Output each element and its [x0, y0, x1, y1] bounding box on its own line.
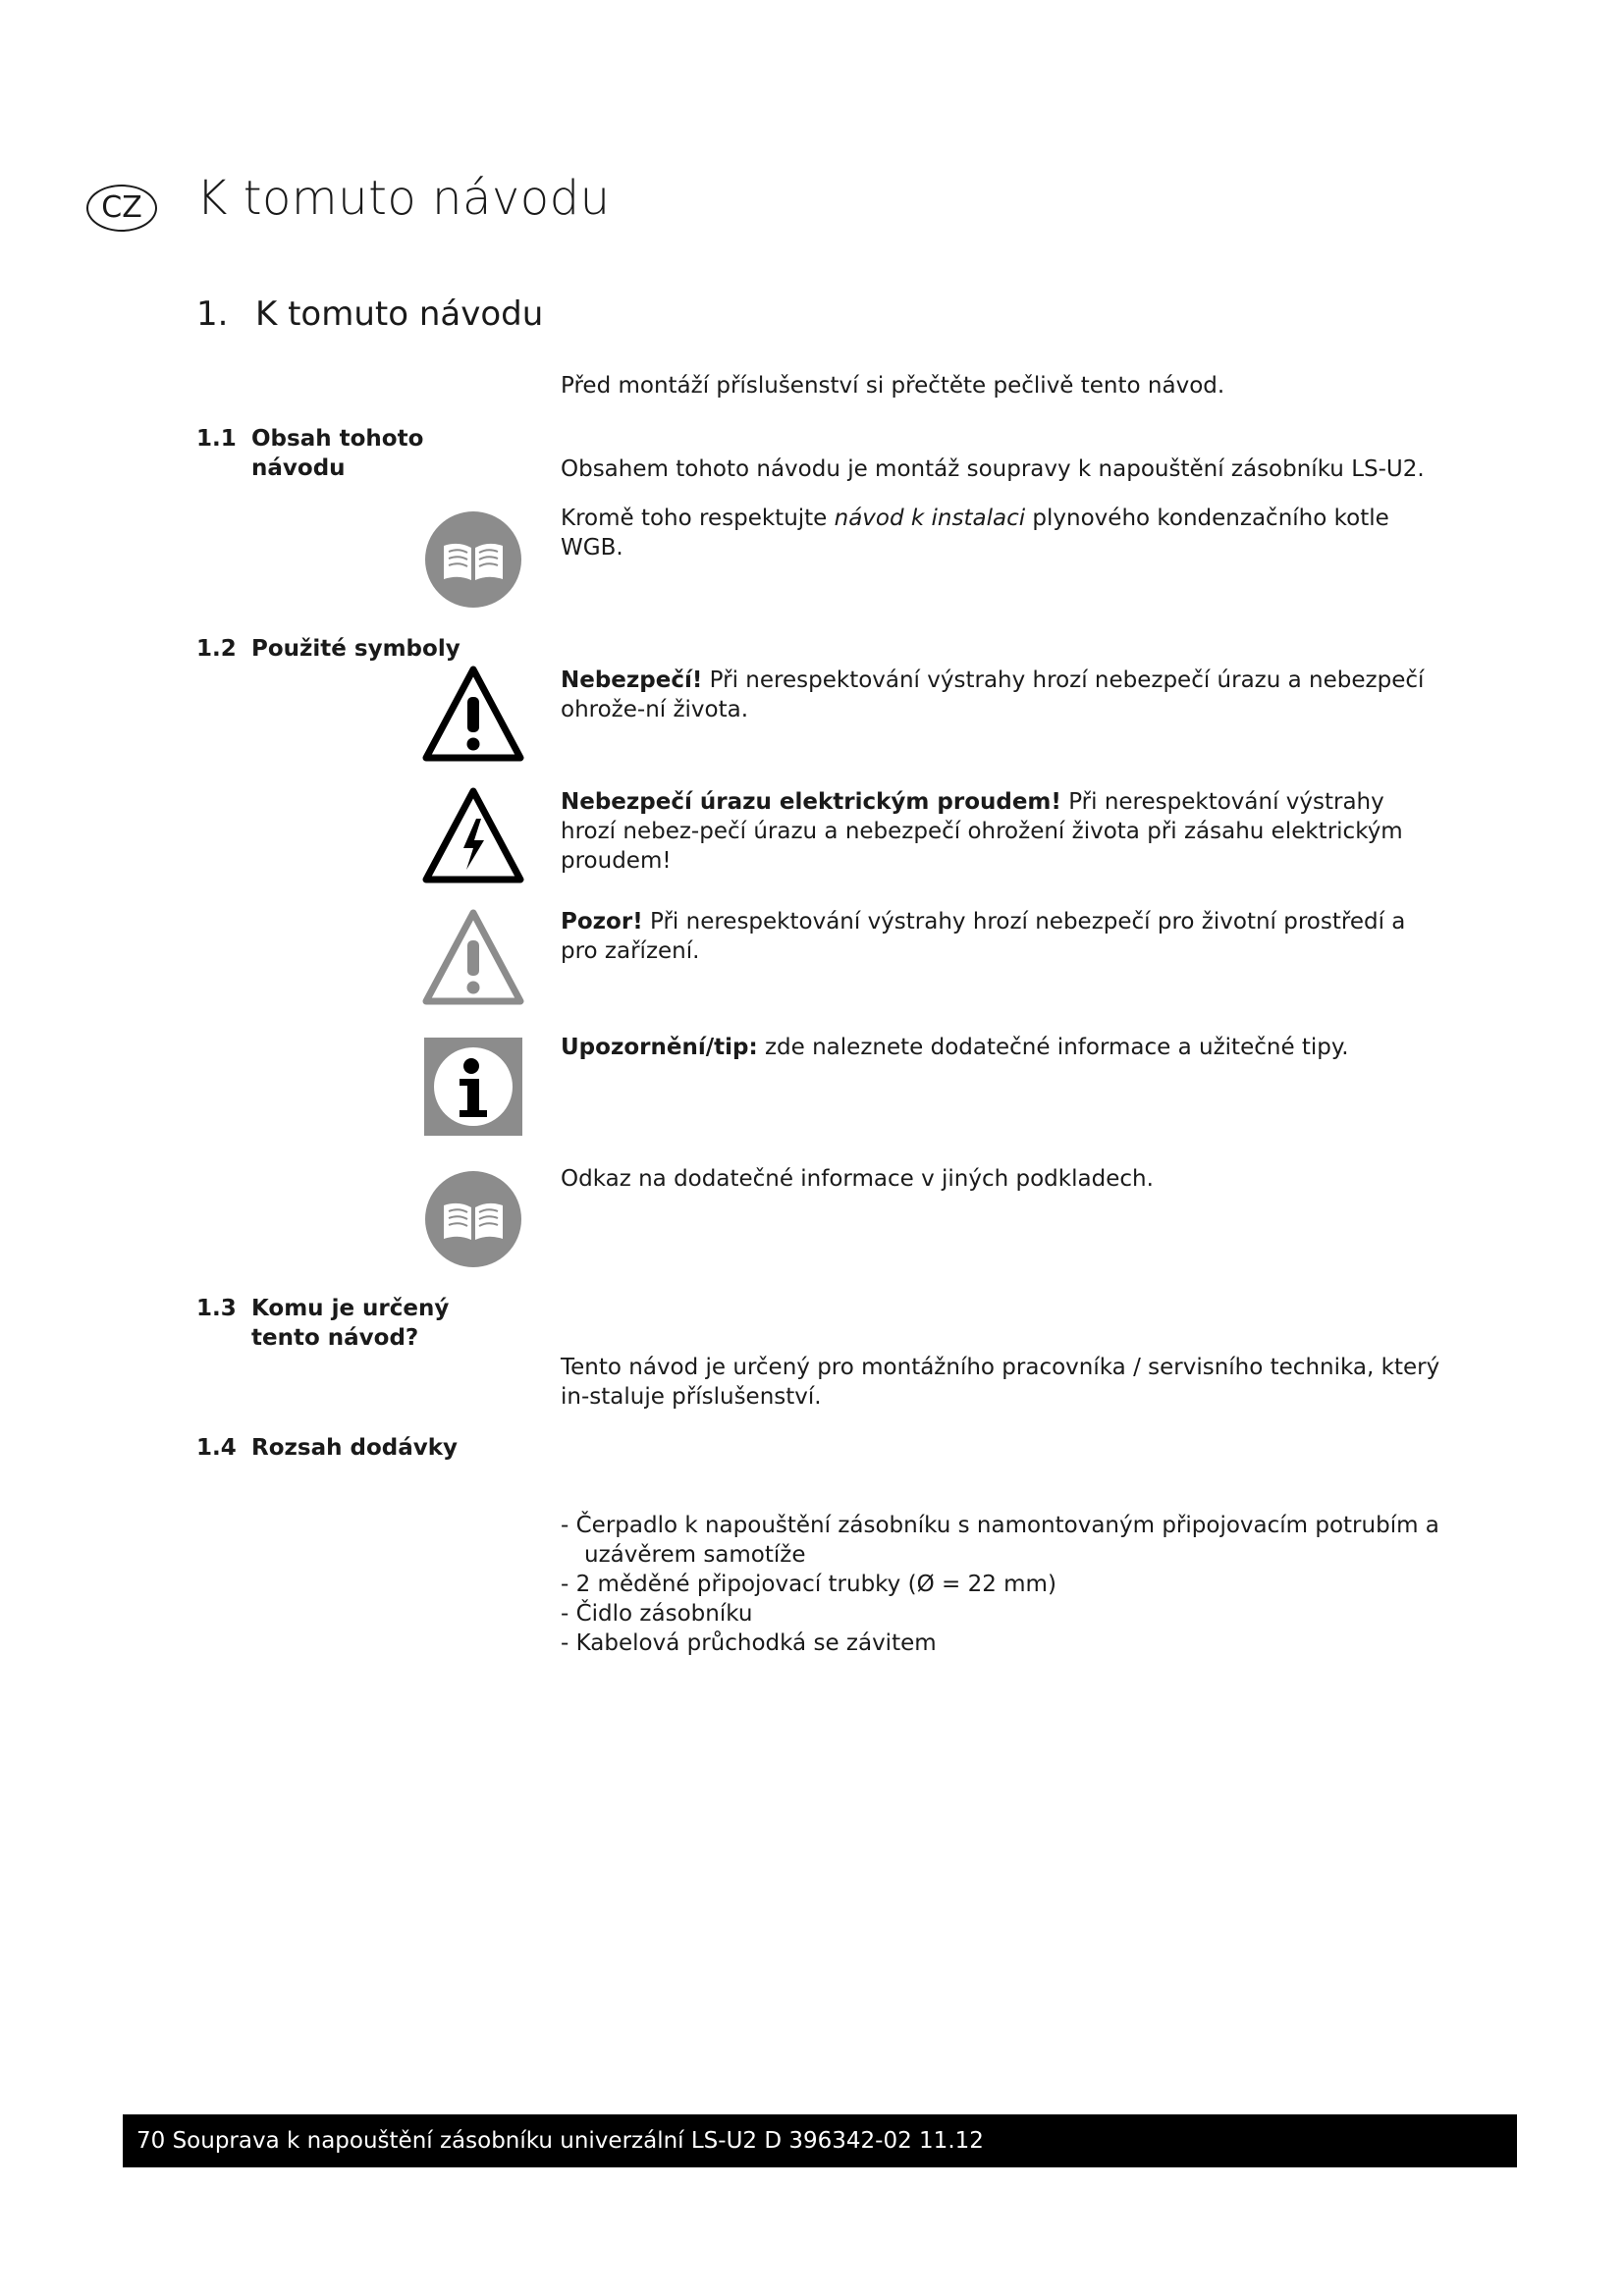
subsection-title: Obsah tohoto návodu [251, 426, 424, 481]
caution-icon [422, 907, 524, 1009]
section-heading [196, 294, 543, 334]
reference-text: Kromě toho respektujte návod k instalaci plynového kondenzačního kotle WGB. [561, 506, 1389, 561]
subsection-number: 1.3 [196, 1296, 237, 1321]
symbol-description: Pozor! Při nerespektování výstrahy hrozí nebezpečí pro životní prostředí a pro zařízení. [561, 909, 1406, 964]
subsection-number: 1.2 [196, 636, 237, 662]
page-footer: 70 Souprava k napouštění zásobníku univerzální LS-U2 D 396342-02 11.12 [123, 2114, 1517, 2167]
manual-reference: návod k instalaci [834, 506, 1026, 531]
symbol-description: Nebezpečí! Při nerespektování výstrahy hrozí nebezpečí úrazu a nebezpečí ohrože-ní života. [561, 667, 1425, 722]
subsection-heading-1-3 [196, 1294, 507, 1353]
section-title: K tomuto návodu [255, 294, 544, 334]
intro-text: Před montáží příslušenství si přečtěte pečlivě tento návod. [561, 373, 1225, 399]
subsection-number: 1.4 [196, 1435, 237, 1461]
subsection-heading-1-1 [196, 424, 507, 483]
subsection-title: Komu je určený tento návod? [251, 1296, 450, 1351]
symbol-description: Nebezpečí úrazu elektrickým proudem! Při nerespektování výstrahy hrozí nebez-pečí úrazu a nebezpečí ohrožení života při zásahu elektrickým proudem! [561, 789, 1403, 874]
list-item: - Čerpadlo k napouštění zásobníku s namontovaným připojovacím potrubím a uzávěrem samotíže [561, 1513, 1439, 1568]
symbol-description: Odkaz na dodatečné informace v jiných podkladech. [561, 1166, 1154, 1192]
subsection-title: Použité symboly [251, 636, 460, 662]
subsection-heading-1-4 [196, 1433, 507, 1463]
list-item: - Kabelová průchodká se závitem [561, 1630, 937, 1656]
symbol-description: Upozornění/tip: zde naleznete dodatečné informace a užitečné tipy. [561, 1035, 1349, 1060]
info-icon [422, 1036, 524, 1138]
electric-hazard-icon [422, 785, 524, 887]
book-icon [422, 1168, 524, 1270]
page-title: K tomuto návodu [196, 171, 611, 226]
subsection-heading-1-2 [196, 634, 507, 664]
supply-list [561, 1511, 1444, 1658]
content-text: Obsahem tohoto návodu je montáž soupravy k napouštění zásobníku LS-U2. [561, 456, 1425, 482]
warning-danger-icon [422, 664, 524, 766]
list-item: - 2 měděné připojovací trubky (Ø = 22 mm) [561, 1572, 1056, 1597]
section-number: 1. [196, 294, 229, 334]
subsection-number: 1.1 [196, 426, 237, 452]
audience-text: Tento návod je určený pro montážního pracovníka / servisního technika, který in-staluje příslušenství. [561, 1355, 1440, 1410]
language-badge: CZ [86, 185, 157, 232]
list-item: - Čidlo zásobníku [561, 1601, 753, 1627]
book-icon [422, 508, 524, 611]
subsection-title: Rozsah dodávky [251, 1435, 459, 1461]
